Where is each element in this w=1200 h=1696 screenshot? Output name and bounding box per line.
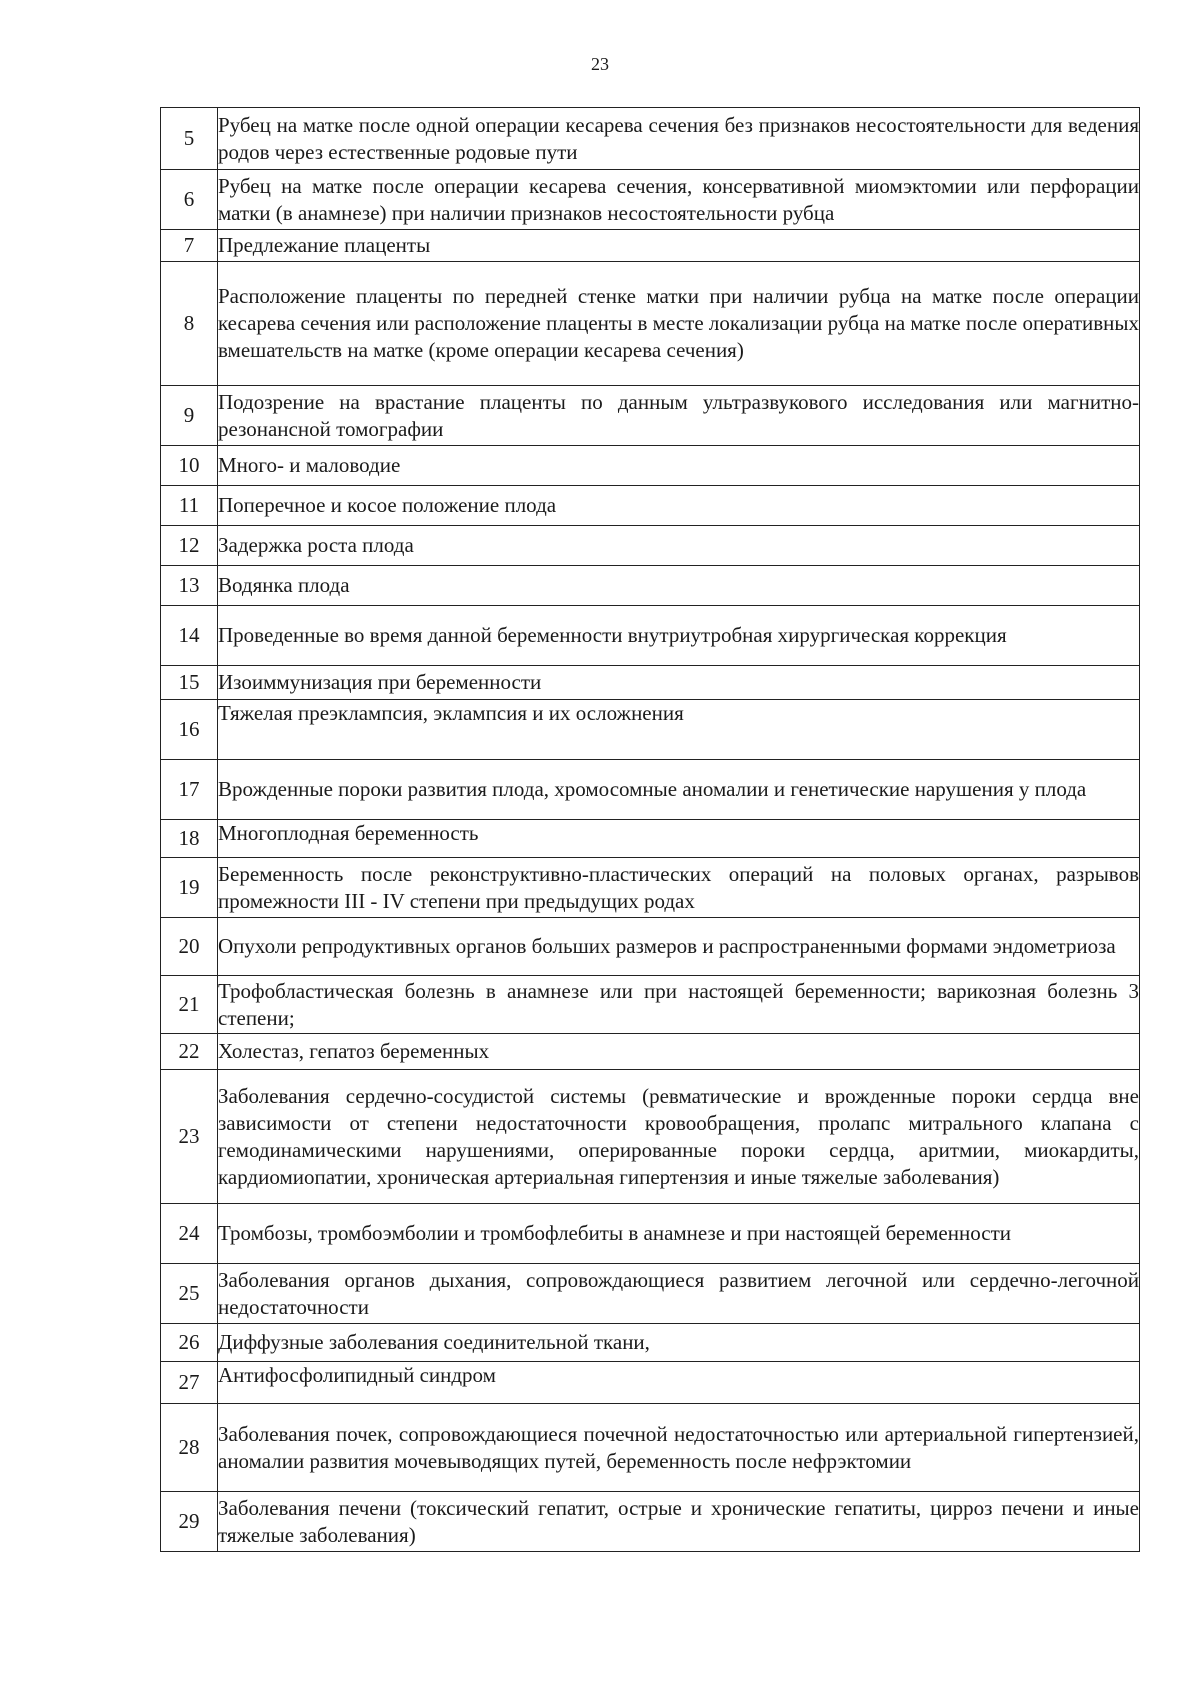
- row-number: 23: [161, 1070, 218, 1204]
- table-row: [161, 230, 1140, 262]
- table-row: [161, 262, 1140, 386]
- row-text: Заболевания печени (токсический гепатит, острые и хронические гепатиты, цирроз печени и иные тяжелые заболевания): [218, 1492, 1140, 1552]
- row-number: 26: [161, 1324, 218, 1362]
- table-row: [161, 1070, 1140, 1204]
- row-text: Проведенные во время данной беременности внутриутробная хирургическая коррекция: [218, 606, 1140, 666]
- contraindications-table: [160, 107, 1140, 1552]
- table-row: [161, 820, 1140, 858]
- row-number: 29: [161, 1492, 218, 1552]
- row-text: Рубец на матке после одной операции кесарева сечения без признаков несостоятельности для ведения родов через естественные родовые пути: [218, 108, 1140, 170]
- table-row: [161, 976, 1140, 1034]
- row-number: 28: [161, 1404, 218, 1492]
- row-number: 9: [161, 386, 218, 446]
- row-number: 16: [161, 700, 218, 760]
- row-text: Водянка плода: [218, 566, 1140, 606]
- row-text: Заболевания почек, сопровождающиеся почечной недостаточностью или артериальной гипертензией, аномалии развития мочевыводящих путей, беременность после нефрэктомии: [218, 1404, 1140, 1492]
- table-row: [161, 666, 1140, 700]
- row-number: 14: [161, 606, 218, 666]
- row-text: Многоплодная беременность: [218, 820, 1140, 858]
- table-row: [161, 108, 1140, 170]
- row-number: 22: [161, 1034, 218, 1070]
- row-number: 24: [161, 1204, 218, 1264]
- row-number: 15: [161, 666, 218, 700]
- row-number: 12: [161, 526, 218, 566]
- row-text: Заболевания сердечно-сосудистой системы (ревматические и врожденные пороки сердца вне зависимости от степени недостаточности кровообращения, пролапс митрального клапана с гемодинамическими нарушениями, оперированные пороки сердца, аритмии, миокардиты, кардиомиопатии, хроническая артериальная гипертензия и иные тяжелые заболевания): [218, 1070, 1140, 1204]
- table-row: [161, 446, 1140, 486]
- row-text: Опухоли репродуктивных органов больших размеров и распространенными формами эндометриоза: [218, 918, 1140, 976]
- row-number: 7: [161, 230, 218, 262]
- table-row: [161, 386, 1140, 446]
- row-text: Предлежание плаценты: [218, 230, 1140, 262]
- row-number: 10: [161, 446, 218, 486]
- table-row: [161, 700, 1140, 760]
- row-text: Тяжелая преэклампсия, эклампсия и их осложнения: [218, 700, 1140, 760]
- table-row: [161, 1362, 1140, 1404]
- row-text: Трофобластическая болезнь в анамнезе или при настоящей беременности; варикозная болезнь 3 степени;: [218, 976, 1140, 1034]
- row-number: 25: [161, 1264, 218, 1324]
- row-text: Поперечное и косое положение плода: [218, 486, 1140, 526]
- row-number: 19: [161, 858, 218, 918]
- table-row: [161, 1492, 1140, 1552]
- row-number: 17: [161, 760, 218, 820]
- row-text: Изоиммунизация при беременности: [218, 666, 1140, 700]
- table-row: [161, 1324, 1140, 1362]
- row-text: Задержка роста плода: [218, 526, 1140, 566]
- row-text: Беременность после реконструктивно-пластических операций на половых органах, разрывов промежности III - IV степени при предыдущих родах: [218, 858, 1140, 918]
- table-row: [161, 1404, 1140, 1492]
- table-row: [161, 486, 1140, 526]
- table-row: [161, 606, 1140, 666]
- row-number: 20: [161, 918, 218, 976]
- row-text: Рубец на матке после операции кесарева сечения, консервативной миомэктомии или перфорации матки (в анамнезе) при наличии признаков несостоятельности рубца: [218, 170, 1140, 230]
- row-number: 6: [161, 170, 218, 230]
- row-number: 8: [161, 262, 218, 386]
- row-number: 21: [161, 976, 218, 1034]
- table-row: [161, 526, 1140, 566]
- row-text: Врожденные пороки развития плода, хромосомные аномалии и генетические нарушения у плода: [218, 760, 1140, 820]
- table-row: [161, 760, 1140, 820]
- table-row: [161, 858, 1140, 918]
- row-text: Много- и маловодие: [218, 446, 1140, 486]
- row-text: Подозрение на врастание плаценты по данным ультразвукового исследования или магнитно-резонансной томографии: [218, 386, 1140, 446]
- table-row: [161, 918, 1140, 976]
- row-text: Заболевания органов дыхания, сопровождающиеся развитием легочной или сердечно-легочной недостаточности: [218, 1264, 1140, 1324]
- row-text: Расположение плаценты по передней стенке матки при наличии рубца на матке после операции кесарева сечения или расположение плаценты в месте локализации рубца на матке после оперативных вмешательств на матке (кроме операции кесарева сечения): [218, 262, 1140, 386]
- row-number: 18: [161, 820, 218, 858]
- table-row: [161, 1034, 1140, 1070]
- row-text: Холестаз, гепатоз беременных: [218, 1034, 1140, 1070]
- row-number: 27: [161, 1362, 218, 1404]
- row-number: 11: [161, 486, 218, 526]
- row-number: 13: [161, 566, 218, 606]
- table-row: [161, 170, 1140, 230]
- table-row: [161, 1204, 1140, 1264]
- row-text: Диффузные заболевания соединительной ткани,: [218, 1324, 1140, 1362]
- page-number: 23: [591, 54, 609, 74]
- row-text: Тромбозы, тромбоэмболии и тромбофлебиты в анамнезе и при настоящей беременности: [218, 1204, 1140, 1264]
- table-row: [161, 566, 1140, 606]
- row-text: Антифосфолипидный синдром: [218, 1362, 1140, 1404]
- table-row: [161, 1264, 1140, 1324]
- row-number: 5: [161, 108, 218, 170]
